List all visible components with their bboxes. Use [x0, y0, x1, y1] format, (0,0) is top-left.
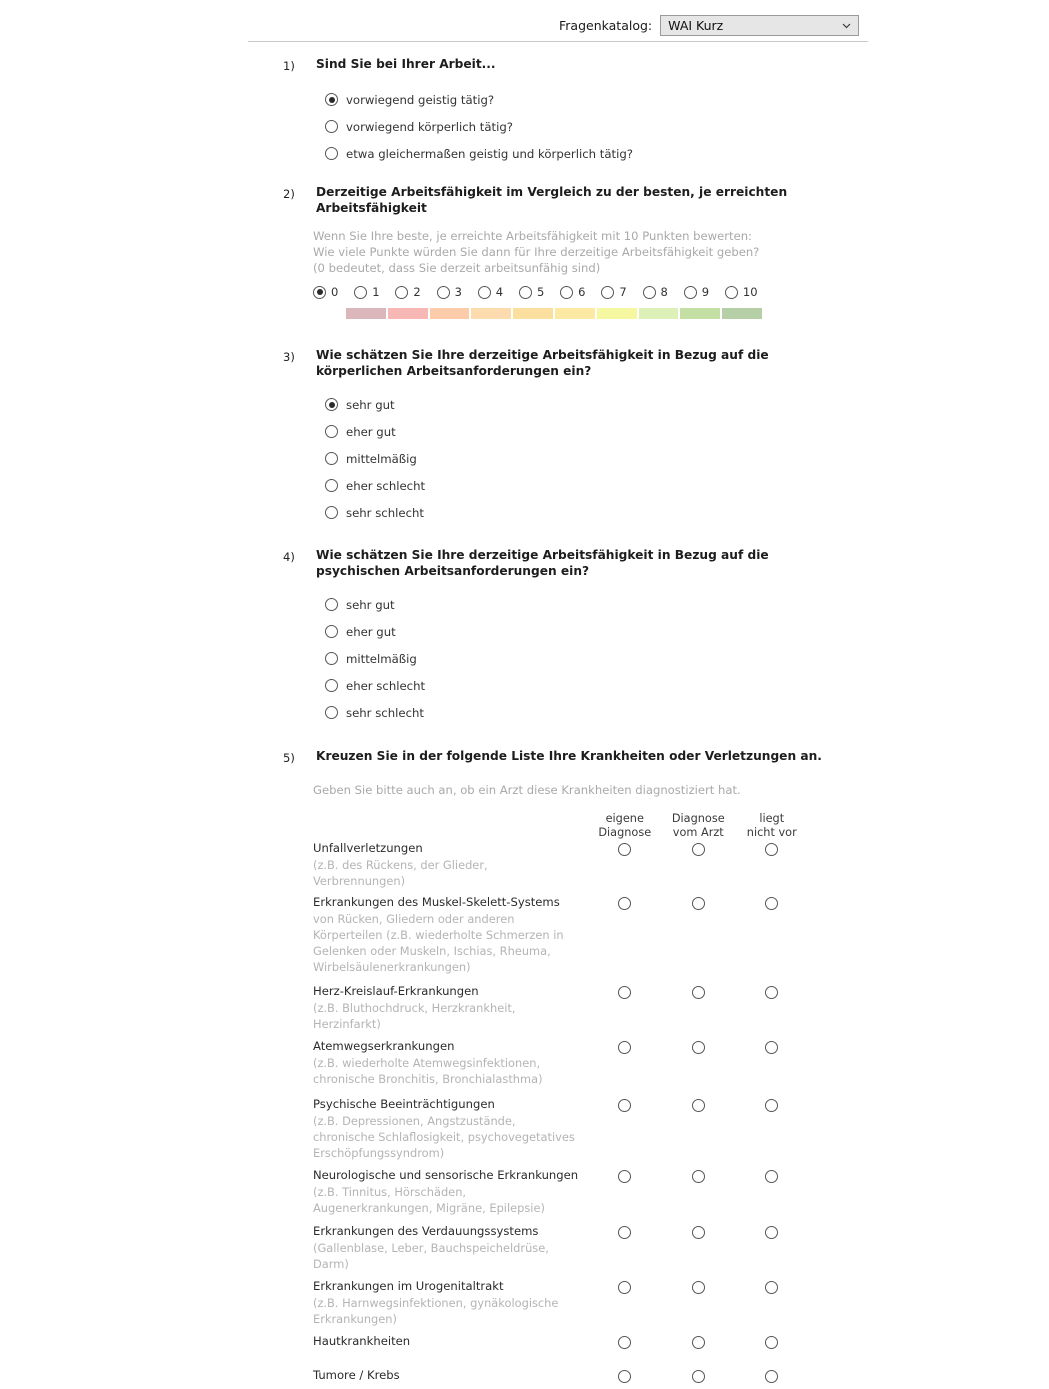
- option-label: etwa gleichermaßen geistig und körperlich tätig?: [346, 146, 633, 161]
- scale-color-segment: [639, 308, 679, 319]
- question-3-heading: [0, 348, 1049, 379]
- scale-option[interactable]: [354, 285, 395, 299]
- option-label: eher schlecht: [346, 478, 426, 493]
- condition-examples: (z.B. Bluthochdruck, Herzkrankheit, Herzinfarkt): [313, 1001, 516, 1031]
- radio-button[interactable]: [692, 1170, 705, 1183]
- column-header-line1: liegt: [759, 812, 785, 825]
- option-label: sehr gut: [346, 397, 395, 412]
- condition-name: Hautkrankheiten: [313, 1334, 411, 1348]
- column-header-line1: Diagnose: [671, 812, 725, 825]
- table-cell[interactable]: [662, 1278, 736, 1294]
- table-cell[interactable]: [662, 1096, 736, 1112]
- table-cell[interactable]: [588, 1367, 662, 1383]
- scale-value: 7: [619, 285, 627, 299]
- catalog-dropdown-value: WAI Kurz: [668, 18, 724, 33]
- table-cell[interactable]: [735, 1096, 809, 1112]
- option-row[interactable]: [325, 472, 1049, 499]
- table-row-label: [313, 1167, 588, 1216]
- question-2-description: Wenn Sie Ihre beste, je erreichte Arbeitsfähigkeit mit 10 Punkten bewerten: Wie viele Punkte würden Sie dann für Ihre derzeitige Arbeitsfähigkeit geben? (0 bedeutet, dass Sie derzeit arbeitsunfähig sind): [313, 229, 760, 275]
- condition-name: Erkrankungen des Verdauungssystems: [313, 1224, 539, 1238]
- table-cell[interactable]: [662, 1367, 736, 1383]
- radio-button[interactable]: [765, 1170, 778, 1183]
- radio-button[interactable]: [643, 286, 656, 299]
- radio-button[interactable]: [325, 506, 338, 519]
- radio-button[interactable]: [765, 1099, 778, 1112]
- column-header-line2: nicht vor: [746, 826, 797, 839]
- radio-button[interactable]: [765, 1041, 778, 1054]
- question-3-title: Wie schätzen Sie Ihre derzeitige Arbeitsfähigkeit in Bezug auf die körperlichen Arbeitsanforderungen ein?: [316, 348, 769, 378]
- table-row-label: [313, 894, 588, 975]
- radio-button[interactable]: [692, 1226, 705, 1239]
- table-row: [313, 1278, 1049, 1327]
- radio-button[interactable]: [325, 598, 338, 611]
- table-row: [313, 1223, 1049, 1272]
- question-5-heading: [0, 749, 1049, 766]
- scale-option[interactable]: [601, 285, 642, 299]
- radio-button[interactable]: [354, 286, 367, 299]
- question-3: [0, 348, 1049, 526]
- table-row-label: [313, 1333, 588, 1349]
- radio-button[interactable]: [684, 286, 697, 299]
- table-row: [313, 1333, 1049, 1355]
- scale-value: 6: [578, 285, 586, 299]
- scale-color-segment: [597, 308, 637, 319]
- scale-option[interactable]: [519, 285, 560, 299]
- scale-value: 5: [536, 285, 545, 299]
- table-cell[interactable]: [662, 1333, 736, 1349]
- option-label: eher schlecht: [346, 678, 426, 693]
- scale-color-segment: [388, 308, 428, 319]
- radio-button[interactable]: [437, 286, 450, 299]
- condition-name: Psychische Beeinträchtigungen: [313, 1097, 495, 1111]
- question-1: [0, 57, 1049, 167]
- radio-button[interactable]: [325, 679, 338, 692]
- scale-value: 1: [372, 285, 380, 299]
- question-1-options: [325, 86, 1049, 167]
- radio-button[interactable]: [692, 1370, 705, 1383]
- scale-color-segment: [513, 308, 553, 319]
- scale-color-bar: [346, 308, 762, 319]
- radio-button[interactable]: [325, 93, 338, 106]
- column-header-line1: eigene: [605, 812, 644, 825]
- table-cell[interactable]: [588, 840, 662, 856]
- radio-button[interactable]: [325, 120, 338, 133]
- table-cell[interactable]: [735, 1367, 809, 1383]
- radio-button[interactable]: [692, 1281, 705, 1294]
- question-5-description: Geben Sie bitte auch an, ob ein Arzt diese Krankheiten diagnostiziert hat.: [313, 783, 741, 797]
- table-row: [313, 983, 1049, 1032]
- option-row[interactable]: [325, 418, 1049, 445]
- scale-value: 4: [495, 285, 504, 299]
- option-row[interactable]: [325, 86, 1049, 113]
- scale-value: 10: [742, 285, 758, 299]
- question-2-scale: [313, 285, 1049, 299]
- radio-button[interactable]: [692, 897, 705, 910]
- table-cell[interactable]: [735, 1038, 809, 1054]
- radio-button[interactable]: [692, 1099, 705, 1112]
- option-label: eher gut: [346, 624, 396, 639]
- option-row[interactable]: [325, 699, 1049, 726]
- option-label: sehr schlecht: [346, 705, 424, 720]
- radio-button[interactable]: [325, 625, 338, 638]
- option-row[interactable]: [325, 618, 1049, 645]
- scale-option[interactable]: [478, 285, 519, 299]
- table-row-label: [313, 1367, 588, 1383]
- question-4-heading: [0, 548, 1049, 579]
- question-4: [0, 548, 1049, 726]
- table-cell[interactable]: [662, 1167, 736, 1183]
- question-5-number: 5): [283, 751, 295, 765]
- radio-button[interactable]: [618, 1370, 631, 1383]
- scale-color-segment: [346, 308, 386, 319]
- radio-button[interactable]: [395, 286, 408, 299]
- radio-button[interactable]: [618, 1336, 631, 1349]
- scale-value: 0: [331, 285, 339, 299]
- scale-color-segment: [680, 308, 720, 319]
- option-row[interactable]: [325, 591, 1049, 618]
- radio-button[interactable]: [692, 986, 705, 999]
- question-3-number: 3): [283, 350, 295, 364]
- scale-value: 8: [660, 285, 668, 299]
- radio-button[interactable]: [692, 843, 705, 856]
- table-cell[interactable]: [588, 983, 662, 999]
- option-row[interactable]: [325, 445, 1049, 472]
- question-1-number: 1): [283, 59, 295, 73]
- table-cell[interactable]: [588, 1167, 662, 1183]
- question-1-title: Sind Sie bei Ihrer Arbeit...: [316, 57, 496, 71]
- condition-name: Tumore / Krebs: [313, 1368, 400, 1382]
- scale-option[interactable]: [437, 285, 478, 299]
- option-row[interactable]: [325, 672, 1049, 699]
- radio-button[interactable]: [618, 843, 631, 856]
- table-cell[interactable]: [735, 1167, 809, 1183]
- table-cell[interactable]: [735, 840, 809, 856]
- radio-button[interactable]: [325, 147, 338, 160]
- table-cell[interactable]: [735, 1223, 809, 1239]
- question-5: [0, 749, 1049, 1389]
- table-cell[interactable]: [662, 840, 736, 856]
- radio-button[interactable]: [618, 897, 631, 910]
- question-2-number: 2): [283, 187, 295, 201]
- radio-button[interactable]: [765, 1281, 778, 1294]
- condition-examples: von Rücken, Gliedern oder anderen Körperteilen (z.B. wiederholte Schmerzen in Gelenken oder Muskeln, Ischias, Rheuma, Wirbelsäulenerkrankungen): [313, 912, 564, 974]
- option-label: mittelmäßig: [346, 451, 417, 466]
- option-label: mittelmäßig: [346, 651, 417, 666]
- condition-name: Unfallverletzungen: [313, 841, 423, 855]
- chevron-down-icon: [841, 20, 852, 31]
- radio-button[interactable]: [325, 425, 338, 438]
- radio-button[interactable]: [692, 1041, 705, 1054]
- column-header-line2: Diagnose: [598, 826, 652, 839]
- scale-color-segment: [722, 308, 762, 319]
- table-cell[interactable]: [662, 894, 736, 910]
- radio-button[interactable]: [765, 1336, 778, 1349]
- table-cell[interactable]: [588, 1333, 662, 1349]
- table-cell[interactable]: [662, 1223, 736, 1239]
- radio-button[interactable]: [765, 986, 778, 999]
- condition-examples: (z.B. Harnwegsinfektionen, gynäkologische Erkrankungen): [313, 1296, 559, 1326]
- option-label: sehr gut: [346, 597, 395, 612]
- question-4-title: Wie schätzen Sie Ihre derzeitige Arbeitsfähigkeit in Bezug auf die psychischen Arbeitsanforderungen ein?: [316, 548, 769, 578]
- radio-button[interactable]: [601, 286, 614, 299]
- option-row[interactable]: [325, 391, 1049, 418]
- column-header-eigene-diagnose: [588, 812, 662, 840]
- option-label: eher gut: [346, 424, 396, 439]
- scale-option[interactable]: [725, 285, 766, 299]
- table-cell[interactable]: [588, 1278, 662, 1294]
- option-row[interactable]: [325, 113, 1049, 140]
- radio-button[interactable]: [618, 1041, 631, 1054]
- table-row: [313, 1367, 1049, 1389]
- table-row-label: [313, 840, 588, 889]
- scale-color-segment: [555, 308, 595, 319]
- scale-value: 2: [413, 285, 421, 299]
- option-row[interactable]: [325, 140, 1049, 167]
- condition-name: Erkrankungen des Muskel-Skelett-Systems: [313, 895, 560, 909]
- radio-button[interactable]: [765, 1226, 778, 1239]
- catalog-label: Fragenkatalog:: [559, 18, 653, 33]
- table-row-label: [313, 1038, 588, 1087]
- radio-button[interactable]: [765, 843, 778, 856]
- radio-button[interactable]: [478, 286, 491, 299]
- table-row-label: [313, 1278, 588, 1327]
- table-row: [313, 840, 1049, 889]
- scale-value: 3: [454, 285, 462, 299]
- question-4-options: [325, 591, 1049, 726]
- radio-button[interactable]: [519, 286, 532, 299]
- scale-color-segment: [430, 308, 470, 319]
- table-cell[interactable]: [662, 983, 736, 999]
- table-row-label: [313, 1223, 588, 1272]
- question-3-options: [325, 391, 1049, 526]
- scale-option[interactable]: [395, 285, 436, 299]
- condition-examples: (z.B. Depressionen, Angstzustände, chronische Schlaflosigkeit, psychovegetatives Erschöpfungssyndrom): [313, 1114, 575, 1160]
- table-cell[interactable]: [588, 894, 662, 910]
- table-cell[interactable]: [588, 1096, 662, 1112]
- column-header-diagnose-vom-arzt: [662, 812, 736, 840]
- condition-name: Neurologische und sensorische Erkrankungen: [313, 1168, 579, 1182]
- diagnosis-table-rows: [0, 840, 1049, 1389]
- condition-name: Atemwegserkrankungen: [313, 1039, 455, 1053]
- condition-name: Herz-Kreislauf-Erkrankungen: [313, 984, 479, 998]
- radio-button[interactable]: [618, 1170, 631, 1183]
- condition-examples: (z.B. wiederholte Atemwegsinfektionen, chronische Bronchitis, Bronchialasthma): [313, 1056, 543, 1086]
- question-2-heading: [0, 185, 1049, 216]
- radio-button[interactable]: [618, 1099, 631, 1112]
- table-cell[interactable]: [662, 1038, 736, 1054]
- option-label: sehr schlecht: [346, 505, 424, 520]
- option-label: vorwiegend körperlich tätig?: [346, 119, 513, 134]
- column-header-liegt-nicht-vor: [735, 812, 809, 840]
- condition-examples: (z.B. Tinnitus, Hörschäden, Augenerkrankungen, Migräne, Epilepsie): [313, 1185, 545, 1215]
- question-4-number: 4): [283, 550, 295, 564]
- diagnosis-table-header: [313, 812, 1049, 840]
- table-cell[interactable]: [735, 894, 809, 910]
- radio-button[interactable]: [692, 1336, 705, 1349]
- radio-button[interactable]: [618, 1226, 631, 1239]
- condition-examples: (z.B. des Rückens, der Glieder, Verbrennungen): [313, 858, 488, 888]
- diagnosis-table: [0, 812, 1049, 1389]
- radio-button[interactable]: [313, 286, 326, 299]
- catalog-dropdown[interactable]: [660, 15, 859, 36]
- scale-value: 9: [701, 285, 710, 299]
- radio-button[interactable]: [325, 706, 338, 719]
- table-cell[interactable]: [735, 983, 809, 999]
- scale-option[interactable]: [560, 285, 601, 299]
- radio-button[interactable]: [325, 398, 338, 411]
- table-row-label: [313, 1096, 588, 1161]
- table-row: [313, 894, 1049, 975]
- radio-button[interactable]: [618, 1281, 631, 1294]
- radio-button[interactable]: [765, 897, 778, 910]
- table-cell[interactable]: [735, 1333, 809, 1349]
- table-row: [313, 1038, 1049, 1087]
- catalog-selector-row: [559, 15, 859, 36]
- option-label: vorwiegend geistig tätig?: [346, 92, 495, 107]
- question-5-title: Kreuzen Sie in der folgende Liste Ihre Krankheiten oder Verletzungen an.: [316, 749, 822, 763]
- radio-button[interactable]: [325, 452, 338, 465]
- condition-examples: (Gallenblase, Leber, Bauchspeicheldrüse, Darm): [313, 1241, 549, 1271]
- table-cell[interactable]: [735, 1278, 809, 1294]
- scale-color-segment: [471, 308, 511, 319]
- table-cell[interactable]: [588, 1223, 662, 1239]
- questionnaire-body: [0, 41, 1049, 1389]
- radio-button[interactable]: [618, 986, 631, 999]
- scale-option[interactable]: [313, 285, 354, 299]
- table-row: [313, 1167, 1049, 1216]
- page-header: [0, 0, 1049, 41]
- question-2: [0, 185, 1049, 319]
- radio-button[interactable]: [765, 1370, 778, 1383]
- scale-option[interactable]: [643, 285, 684, 299]
- radio-button[interactable]: [325, 479, 338, 492]
- scale-option[interactable]: [684, 285, 725, 299]
- question-2-title: Derzeitige Arbeitsfähigkeit im Vergleich zu der besten, je erreichten Arbeitsfähigkeit: [316, 185, 788, 215]
- radio-button[interactable]: [325, 652, 338, 665]
- radio-button[interactable]: [560, 286, 573, 299]
- column-header-line2: vom Arzt: [672, 826, 724, 839]
- condition-name: Erkrankungen im Urogenitaltrakt: [313, 1279, 504, 1293]
- table-row-label: [313, 983, 588, 1032]
- option-row[interactable]: [325, 499, 1049, 526]
- table-cell[interactable]: [588, 1038, 662, 1054]
- question-1-heading: [0, 57, 1049, 74]
- radio-button[interactable]: [725, 286, 738, 299]
- option-row[interactable]: [325, 645, 1049, 672]
- table-row: [313, 1096, 1049, 1161]
